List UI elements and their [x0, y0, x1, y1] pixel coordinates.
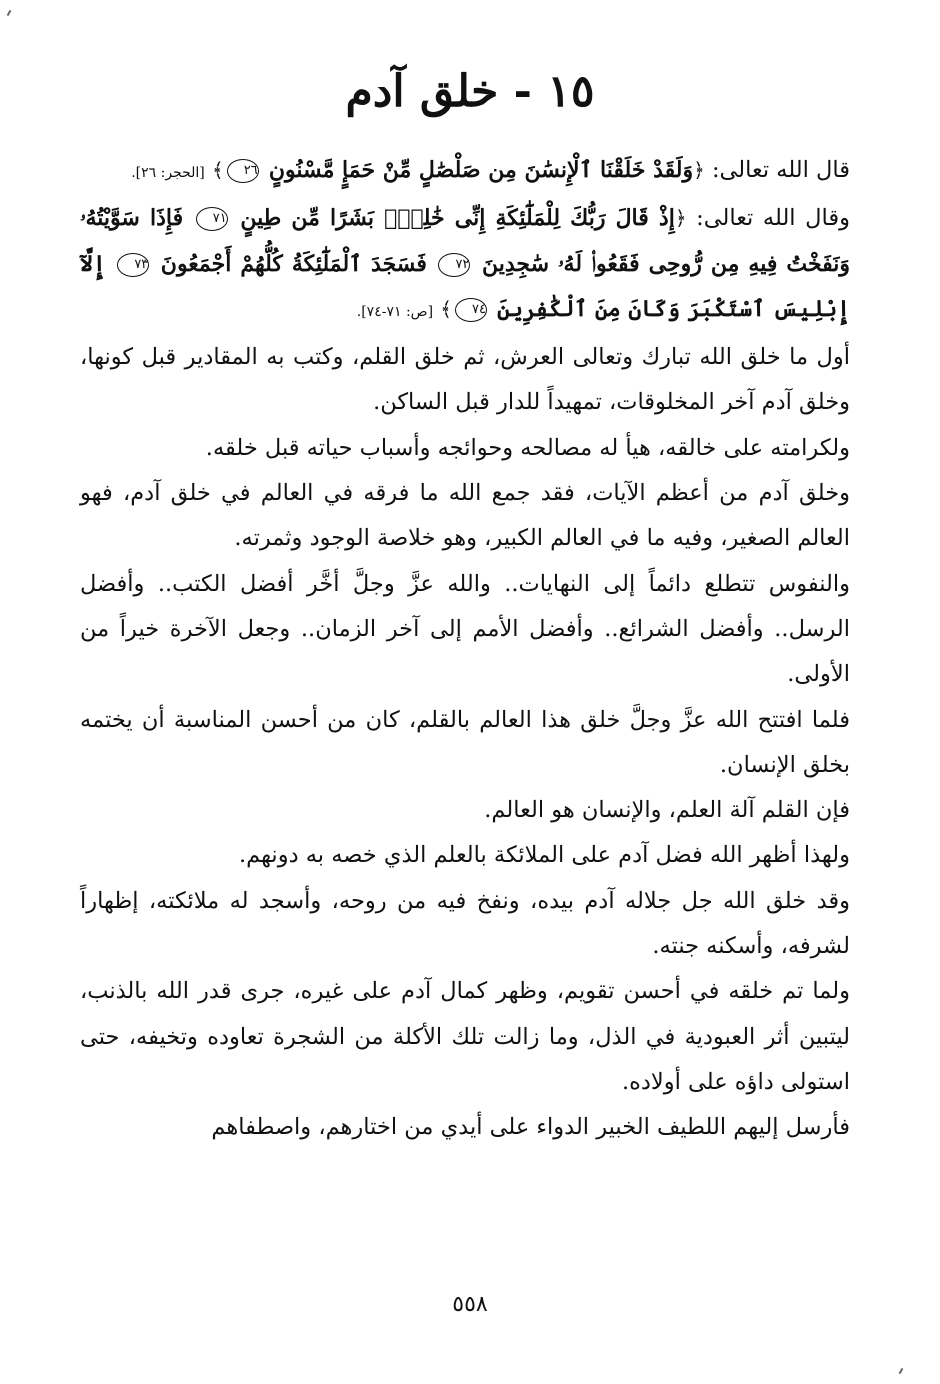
paragraph: فلما افتتح الله عزَّ وجلَّ خلق هذا العالم بالقلم، كان من أحسن المناسبة أن يختمه بخلق الإنسان. [80, 706, 850, 778]
chapter-title: ١٥ - خلق آدم [345, 66, 595, 117]
ornate-bracket-close: ﴾ [211, 158, 224, 182]
paragraph: وقد خلق الله جل جلاله آدم بيده، ونفخ فيه من روحه، وأسجد له ملائكته، إظهاراً لشرفه، وأسكنه جنته. [80, 887, 850, 960]
verse-text: وَلَقَدْ خَلَقْنَا ٱلْإِنسَٰنَ مِن صَلْصَٰلٍ مِّنْ حَمَإٍ مَّسْنُونٍ [268, 157, 694, 183]
verse-reference: [ص: ٧١-٧٤]. [356, 303, 434, 320]
quran-quote-sad [80, 196, 850, 335]
verse-text: فَسَجَدَ ٱلْمَلَٰٓئِكَةُ كُلُّهُمْ أَجْمَعُونَ [160, 250, 427, 277]
paragraph: ولهذا أظهر الله فضل آدم على الملائكة بالعلم الذي خصه به دونهم. [238, 842, 850, 869]
quote-intro: قال الله تعالى: [711, 157, 850, 183]
page-speck [899, 1368, 904, 1374]
verse-text: إِذْ قَالَ رَبُّكَ لِلْمَلَٰٓئِكَةِ إِنِّى خَٰلِقٌۢ بَشَرًا مِّن طِينٍ [240, 205, 675, 232]
quote-intro: وقال الله تعالى: [696, 205, 850, 232]
verse-text: فَإِذَا سَوَّيْتُهُۥ وَنَفَخْتُ فِيهِ مِن رُّوحِى فَقَعُوا۟ لَهُۥ سَٰجِدِينَ [80, 205, 851, 277]
page-body [80, 148, 850, 1151]
verse-reference: [الحجر: ٢٦]. [131, 165, 205, 181]
page-speck [7, 10, 12, 16]
ayah-number: ٧١ [196, 207, 228, 231]
paragraph: فأرسل إليهم اللطيف الخبير الدواء على أيدي من اختارهم، واصطفاهم [211, 1114, 850, 1141]
ayah-number: ٧٢ [438, 253, 470, 277]
ayah-number: ٢٦ [227, 159, 259, 183]
paragraph: أول ما خلق الله تبارك وتعالى العرش، ثم خلق القلم، وكتب به المقادير قبل كونها، وخلق آدم آخر المخلوقات، تمهيداً للدار قبل الساكن. [80, 344, 850, 416]
ayah-number: ٧٣ [117, 253, 149, 277]
verse-text: إِلَّآ إِبْلِيسَ ٱسْتَكْبَرَ وَكَانَ مِنَ ٱلْكَٰفِرِينَ [80, 250, 850, 322]
paragraph: فإن القلم آلة العلم، والإنسان هو العالم. [484, 797, 850, 824]
quran-quote-hijr [80, 148, 850, 196]
page-number: ٥٥٨ [452, 1292, 488, 1317]
ornate-bracket-open: ﴿ [693, 158, 705, 182]
ornate-bracket-open: ﴿ [674, 206, 687, 231]
paragraph: ولكرامته على خالقه، هيأ له مصالحه وحوائجه وأسباب حياته قبل خلقه. [205, 434, 850, 461]
ayah-number: ٧٤ [455, 298, 487, 322]
paragraph: وخلق آدم من أعظم الآيات، فقد جمع الله ما فرقه في العالم في خلق آدم، فهو العالم الصغير، وفيه ما في العالم الكبير، وهو خلاصة الوجود وثمرته. [80, 480, 850, 552]
paragraph: والنفوس تتطلع دائماً إلى النهايات.. والله عزَّ وجلَّ أخَّر أفضل الكتب.. وأفضل الرسل.. وأفضل الشرائع.. وأفضل الأمم إلى آخر الزمان.. وجعل الآخرة خيراً من الأولى. [80, 570, 850, 688]
ornate-bracket-close: ﴾ [440, 296, 452, 321]
paragraph: ولما تم خلقه في أحسن تقويم، وظهر كمال آدم على غيره، جرى قدر الله بالذنب، ليتبين أثر العبودية في الذل، وما زالت تلك الأكلة من الشجرة تعاوده وتخيفه، حتى استولى داؤه على أولاده. [80, 978, 850, 1095]
